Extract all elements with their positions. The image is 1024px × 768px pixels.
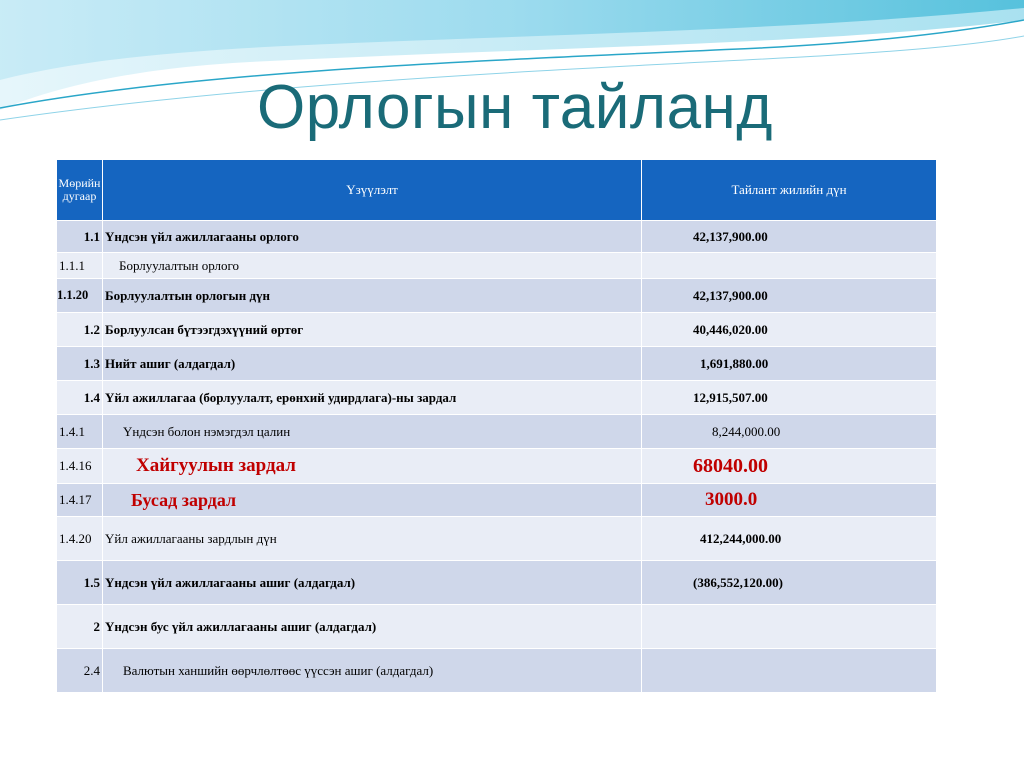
- table-row: [57, 484, 937, 517]
- table-row: [57, 517, 937, 561]
- header-amount: Тайлант жилийн дүн: [642, 160, 937, 221]
- table-row: [57, 649, 937, 693]
- row-label: Хайгуулын зардал: [103, 449, 642, 484]
- row-amount: (386,552,120.00): [642, 561, 937, 605]
- row-amount: 8,244,000.00: [642, 415, 937, 449]
- table-row: [57, 313, 937, 347]
- row-number: 1.4.20: [57, 517, 103, 561]
- row-number: 1.1.20: [57, 279, 103, 313]
- row-number: 1.1: [57, 221, 103, 253]
- row-amount: 412,244,000.00: [642, 517, 937, 561]
- header-indicator: Үзүүлэлт: [103, 160, 642, 221]
- row-number: 2.4: [57, 649, 103, 693]
- table-row: [57, 605, 937, 649]
- row-amount: 12,915,507.00: [642, 381, 937, 415]
- table-row: [57, 347, 937, 381]
- table-row: [57, 561, 937, 605]
- table-header-row: [57, 160, 937, 221]
- row-label: Борлуулалтын орлогын дүн: [103, 279, 642, 313]
- row-label: Борлуулсан бүтээгдэхүүний өртөг: [103, 313, 642, 347]
- row-amount: 1,691,880.00: [642, 347, 937, 381]
- row-amount: [642, 649, 937, 693]
- row-label: Үйл ажиллагаа (борлуулалт, ерөнхий удирдлага)-ны зардал: [103, 381, 642, 415]
- row-number: 1.2: [57, 313, 103, 347]
- income-table: [56, 159, 937, 693]
- table-row: [57, 221, 937, 253]
- row-amount: [642, 253, 937, 279]
- table-row: [57, 415, 937, 449]
- row-label: Нийт ашиг (алдагдал): [103, 347, 642, 381]
- row-amount: 40,446,020.00: [642, 313, 937, 347]
- row-number: 1.3: [57, 347, 103, 381]
- row-label: Үндсэн үйл ажиллагааны орлого: [103, 221, 642, 253]
- page-title: Орлогын тайланд: [257, 73, 773, 142]
- row-label: Борлуулалтын орлого: [103, 253, 642, 279]
- row-amount: 42,137,900.00: [642, 221, 937, 253]
- row-label: Үндсэн болон нэмэгдэл цалин: [103, 415, 642, 449]
- row-amount: 3000.0: [642, 484, 937, 517]
- row-label: Үндсэн үйл ажиллагааны ашиг (алдагдал): [103, 561, 642, 605]
- row-number: 1.4.17: [57, 484, 103, 517]
- row-label: Валютын ханшийн өөрчлөлтөөс үүссэн ашиг (алдагдал): [103, 649, 642, 693]
- row-number: 1.4.16: [57, 449, 103, 484]
- row-number: 1.4: [57, 381, 103, 415]
- row-label: Бусад зардал: [103, 484, 642, 517]
- table-row: [57, 449, 937, 484]
- table-row: [57, 279, 937, 313]
- table-row: [57, 253, 937, 279]
- row-number: 1.1.1: [57, 253, 103, 279]
- row-number: 2: [57, 605, 103, 649]
- table-row: [57, 381, 937, 415]
- row-label: Үндсэн бус үйл ажиллагааны ашиг (алдагдал): [103, 605, 642, 649]
- row-number: 1.4.1: [57, 415, 103, 449]
- row-amount: [642, 605, 937, 649]
- row-amount: 42,137,900.00: [642, 279, 937, 313]
- header-row-number: Мөрийн дугаар: [57, 160, 103, 221]
- row-amount: 68040.00: [642, 449, 937, 484]
- row-label: Үйл ажиллагааны зардлын дүн: [103, 517, 642, 561]
- row-number: 1.5: [57, 561, 103, 605]
